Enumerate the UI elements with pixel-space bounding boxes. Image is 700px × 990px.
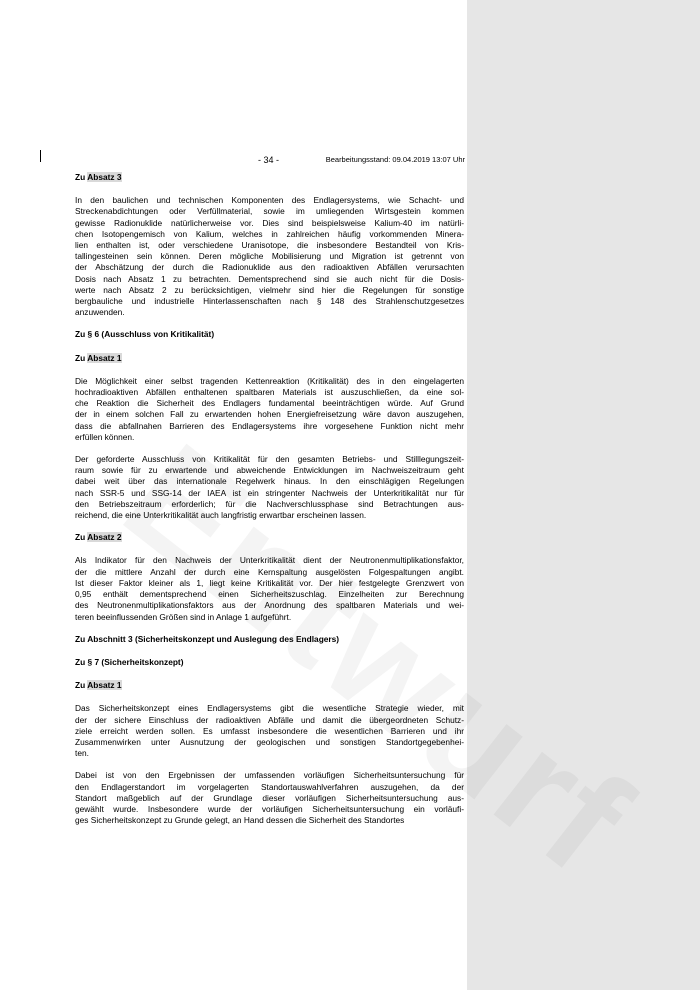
text-line: Als Indikator für den Nachweis der Unterkritikalität dient der Neutronenmultiplikationsfaktor, xyxy=(75,555,464,566)
text-line: dass die abfallnahen Barrieren des Endlagersystems ihre vorgesehene Funktion nicht mehr xyxy=(75,420,464,431)
page-number: - 34 - xyxy=(258,155,280,165)
text-line: Streckenabdichtungen oder Verfüllmaterial, sowie im umliegenden Wirtsgestein kommen xyxy=(75,206,464,217)
text-line: werte nach Absatz 2 zu berücksichtigen, vielmehr sind hier die Regelungen für sonstige xyxy=(75,284,464,295)
text-line: Der geforderte Ausschluss von Kritikalität für den gesamten Betriebs- und Stilllegungszeit- xyxy=(75,454,464,465)
section-heading xyxy=(75,353,464,364)
heading-text: Zu § 6 (Ausschluss von Kritikalität) xyxy=(75,329,215,340)
text-line: anzuwenden. xyxy=(75,307,125,318)
paragraph xyxy=(75,195,464,318)
text-line: ges Sicherheitskonzept zu Grunde gelegt, an Hand dessen die Sicherheit des Standortes xyxy=(75,815,405,826)
section-heading xyxy=(75,657,464,668)
heading-highlight: Absatz 1 xyxy=(87,352,122,363)
section-heading xyxy=(75,532,464,543)
section-heading xyxy=(75,680,464,691)
text-line: Dabei ist von den Ergebnissen der umfassenden vorläufigen Sicherheitsuntersuchung für xyxy=(75,770,464,781)
text-line: der die mittlere Anzahl der durch eine Kernspaltung ausgelösten Folgespaltungen angibt. xyxy=(75,566,464,577)
text-line: gewählt wurde. Insbesondere wurde der vorläufigen Sicherheitsuntersuchung ein vorläufi- xyxy=(75,803,464,814)
heading-text: Zu xyxy=(75,172,88,182)
text-line: bergbauliche und industrielle Hinterlassenschaften nach § 148 des Strahlenschutzgesetzes xyxy=(75,296,464,307)
text-line: hochradioaktiven Abfällen enthaltenen spaltbaren Materials ist auszuschließen, da eine sol- xyxy=(75,387,464,398)
document-body xyxy=(75,172,464,837)
text-line: 0,95 enthält dementsprechend einen Sicherheitszuschlag. Einzelheiten zur Berechnung xyxy=(75,589,464,600)
paragraph xyxy=(75,770,464,826)
text-line: Ist dieser Faktor kleiner als 1, liegt keine Kritikalität vor. Der hier festgelegte Grenzwert von xyxy=(75,577,464,588)
section-heading xyxy=(75,329,464,340)
text-line: Die Möglichkeit einer selbst tragenden Kettenreaktion (Kritikalität) des in den eingelagerten xyxy=(75,375,464,386)
text-line: ziele erreicht werden sollen. Es umfasst insbesondere die wesentlichen Barrieren und ihr xyxy=(75,725,464,736)
text-line: der in einem solchen Fall zu erwartenden hohen Energiefreisetzung wäre davon auszugehen, xyxy=(75,409,464,420)
text-line: teren beeinflussenden Größen sind in Anlage 1 aufgeführt. xyxy=(75,611,292,622)
text-line: den Endlagerstandort im vorgelagerten Standortauswahlverfahren auszugehen, da der xyxy=(75,781,464,792)
comment-sidebar xyxy=(467,0,700,990)
section-heading xyxy=(75,634,464,645)
change-bar xyxy=(40,150,41,162)
text-line: In den baulichen und technischen Komponenten des Endlagersystems, wie Schacht- und xyxy=(75,195,464,206)
heading-text: Zu xyxy=(75,680,88,691)
text-line: nach SSR-5 und SSG-14 der IAEA ist ein stringenter Nachweis der Unterkritikalität nur für xyxy=(75,487,464,498)
section-heading xyxy=(75,172,464,183)
paragraph xyxy=(75,703,464,759)
text-line: gewisse Radionuklide natürlicherweise vor. Dies sind beispielsweise Kalium-40 im natürli- xyxy=(75,217,464,228)
text-line: raum sowie für zu erwartende und abweichende Entwicklungen im Nachweiszeitraum geht xyxy=(75,465,464,476)
heading-text: Zu xyxy=(75,532,88,543)
paragraph xyxy=(75,376,464,443)
edit-status: Bearbeitungsstand: 09.04.2019 13:07 Uhr xyxy=(325,155,465,164)
text-line: der der sichere Einschluss der radioaktiven Abfälle und damit die übergeordneten Schutz- xyxy=(75,714,464,725)
text-line: reichend, die eine Unterkritikalität auch langfristig erwartbar erscheinen lassen. xyxy=(75,510,367,521)
text-line: ten. xyxy=(75,748,89,759)
heading-text: Zu Abschnitt 3 (Sicherheitskonzept und Auslegung des Endlagers) xyxy=(75,633,340,644)
text-line: Dosis nach Absatz 1 zu betrachten. Dementsprechend sind sie auch nicht für die Dosis- xyxy=(75,273,464,284)
paragraph xyxy=(75,454,464,521)
text-line: Zusammenwirken unter Ausnutzung der geologischen und sonstigen Standortgegebenhei- xyxy=(75,736,464,747)
text-line: der Abschätzung der durch die Radionuklide aus den radioaktiven Abfällen verursachten xyxy=(75,262,464,273)
text-line: Standort maßgeblich auf der Grundlage dieser vorläufigen Sicherheitsuntersuchung aus- xyxy=(75,792,464,803)
text-line: lien enthalten ist, oder verschiedene Uranisotope, die insbesondere Bestandteil von Kris- xyxy=(75,240,464,251)
text-line: chen Isotopengemisch von Kalium, welches in zahlreichen häufig vorkommenden Minera- xyxy=(75,228,464,239)
text-line: erfüllen können. xyxy=(75,431,135,442)
text-line: Das Sicherheitskonzept eines Endlagersystems gibt die wesentliche Strategie wieder, mit xyxy=(75,703,464,714)
text-line: dabei weit über das internationale Regelwerk hinaus. In den einschlägigen Regelungen xyxy=(75,476,464,487)
text-line: tallingesteinen sein können. Deren mögliche Mobilisierung und Migration ist getrennt von xyxy=(75,251,464,262)
text-line: den Betriebszeitraum erforderlich; für die Nachverschlussphase sind Betrachtungen aus- xyxy=(75,498,464,509)
heading-highlight: Absatz 2 xyxy=(87,532,122,543)
text-line: che Reaktion die Sicherheit des Endlagers fundamental beeinträchtigen würde. Auf Grund xyxy=(75,398,464,409)
heading-highlight: Absatz 3 xyxy=(87,172,122,182)
paragraph xyxy=(75,555,464,622)
text-line: des Neutronenmultiplikationsfaktors aus der Anordnung des spaltbaren Materials und wei- xyxy=(75,600,464,611)
heading-highlight: Absatz 1 xyxy=(87,680,122,691)
page-header xyxy=(75,155,465,167)
heading-text: Zu xyxy=(75,352,88,363)
heading-text: Zu § 7 (Sicherheitskonzept) xyxy=(75,656,184,667)
